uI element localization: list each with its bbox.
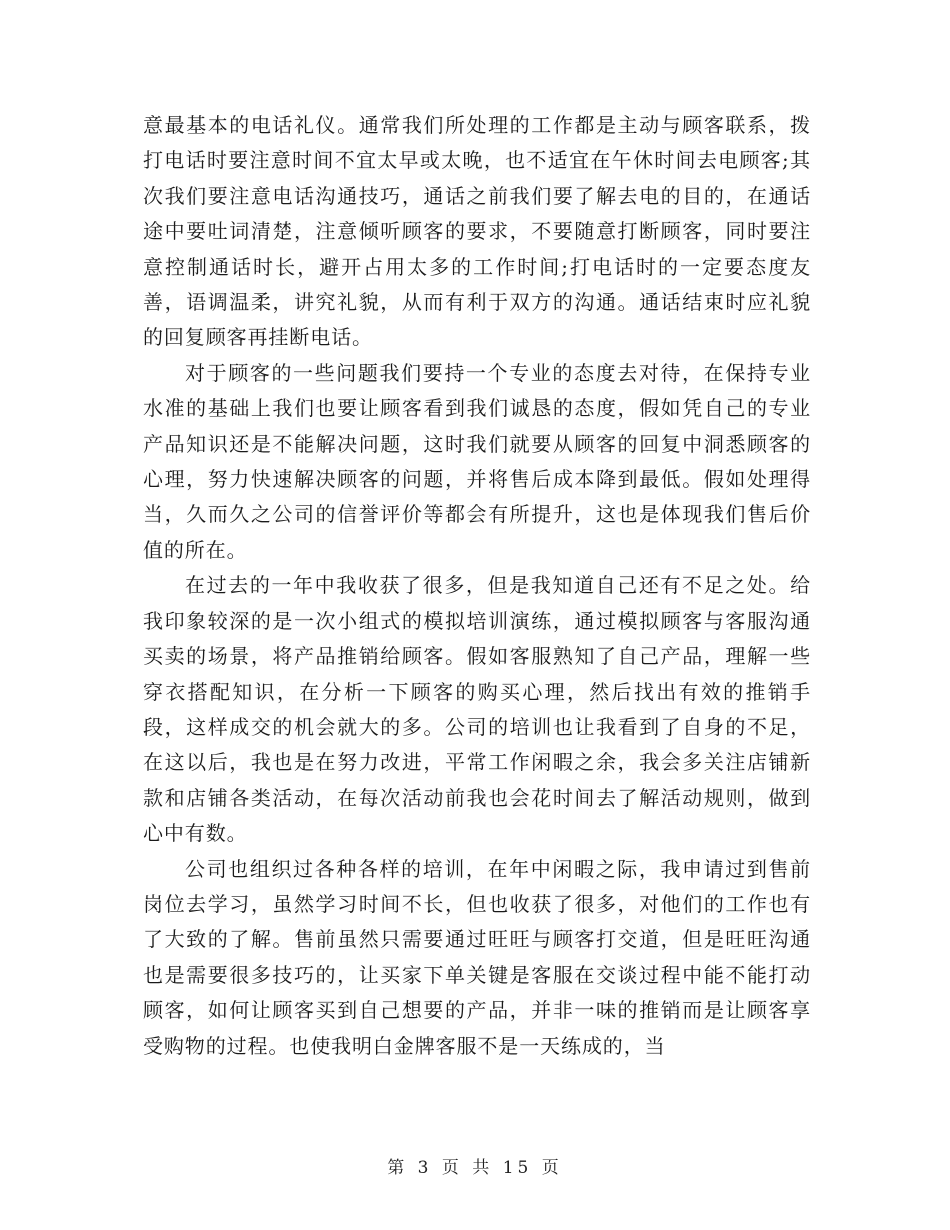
paragraph-2: 对于顾客的一些问题我们要持一个专业的态度去对待，在保持专业水准的基础上我们也要让顾客看到我们诚恳的态度，假如凭自己的专业产品知识还是不能解决问题，这时我们就要从顾客的回复中洞悉顾客的心理，努力快速解决顾客的问题，并将售后成本降到最低。假如处理得当，久而久之公司的信誉评价等都会有所提升，这也是体现我们售后价值的所在。 [143,360,811,562]
paragraph-4: 公司也组织过各种各样的培训，在年中闲暇之际，我申请过到售前岗位去学习，虽然学习时间不长，但也收获了很多，对他们的工作也有了大致的了解。售前虽然只需要通过旺旺与顾客打交道，但是旺旺沟通也是需要很多技巧的，让买家下单关键是客服在交谈过程中能不能打动顾客，如何让顾客买到自己想要的产品，并非一味的推销而是让顾客享受购物的过程。也使我明白金牌客服不是一天练成的，当 [143,856,811,1058]
paragraph-1: 意最基本的电话礼仪。通常我们所处理的工作都是主动与顾客联系，拨打电话时要注意时间不宜太早或太晚，也不适宜在午休时间去电顾客;其次我们要注意电话沟通技巧，通话之前我们要了解去电的目的，在通话途中要吐词清楚，注意倾听顾客的要求，不要随意打断顾客，同时要注意控制通话时长，避开占用太多的工作时间;打电话时的一定要态度友善，语调温柔，讲究礼貌，从而有利于双方的沟通。通话结束时应礼貌的回复顾客再挂断电话。 [143,113,811,350]
page-number-footer: 第 3 页 共 15 页 [387,1158,563,1178]
body-text [143,108,811,1064]
paragraph-3: 在过去的一年中我收获了很多，但是我知道自己还有不足之处。给我印象较深的是一次小组式的模拟培训演练，通过模拟顾客与客服沟通买卖的场景，将产品推销给顾客。假如客服熟知了自己产品，理解一些穿衣搭配知识，在分析一下顾客的购买心理，然后找出有效的推销手段，这样成交的机会就大的多。公司的培训也让我看到了自身的不足，在这以后，我也是在努力改进，平常工作闲暇之余，我会多关注店铺新款和店铺各类活动，在每次活动前我也会花时间去了解活动规则，做到心中有数。 [143,573,811,846]
